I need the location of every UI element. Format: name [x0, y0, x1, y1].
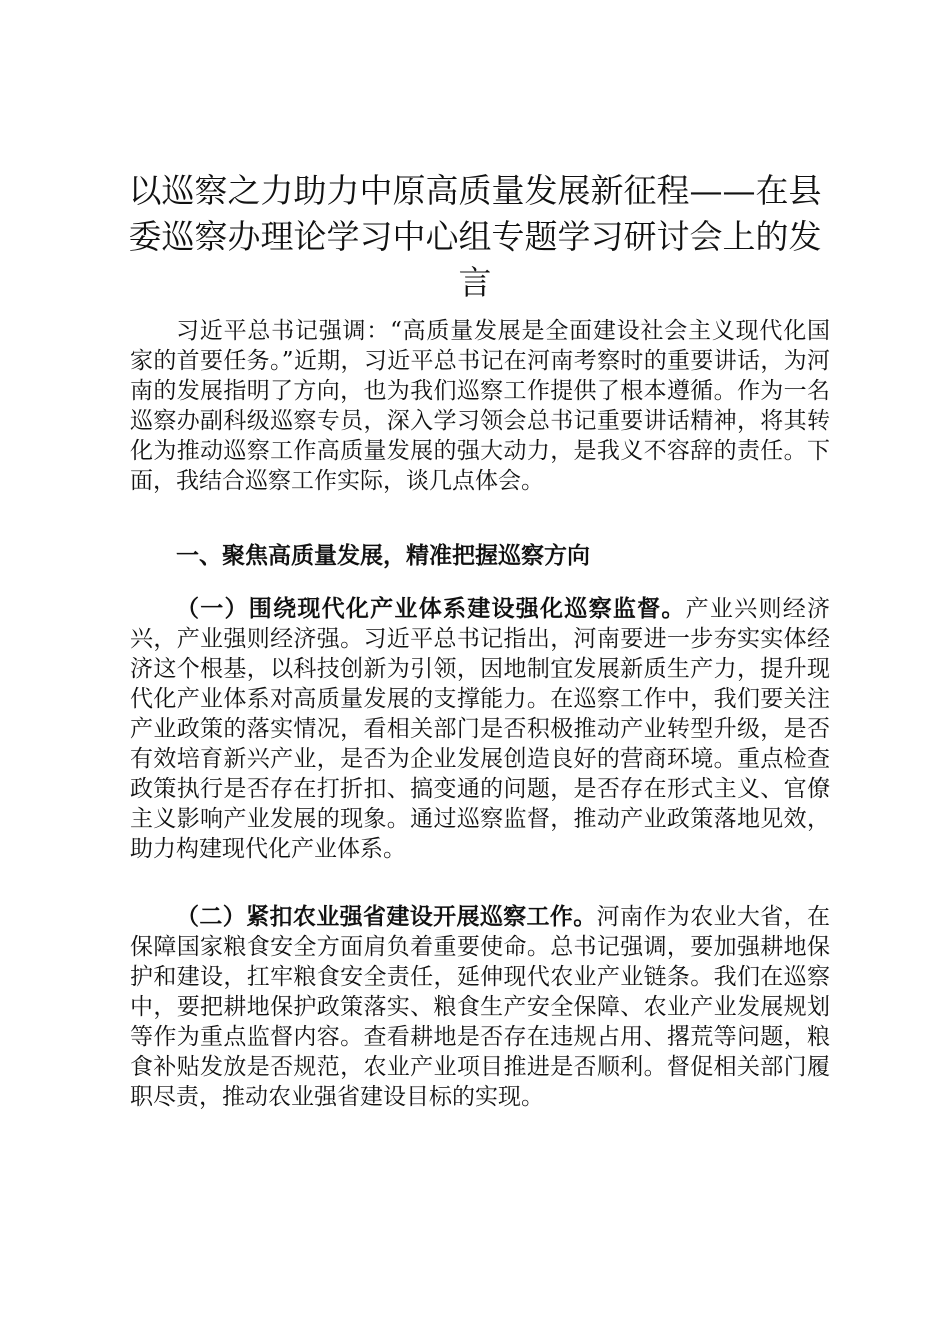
paragraph-agriculture — [130, 902, 830, 1112]
paragraph-text: 产业兴则经济兴，产业强则经济强。习近平总书记指出，河南要进一步夯实实体经济这个根基，以科技创新为引领，因地制宜发展新质生产力，提升现代化产业体系对高质量发展的支撑能力。在巡察工作中，我们要关注产业政策的落实情况，看相关部门是否积极推动产业转型升级，是否有效培育新兴产业，是否为企业发展创造良好的营商环境。重点检查政策执行是否存在打折扣、搞变通的问题，是否存在形式主义、官僚主义影响产业发展的现象。通过巡察监督，推动产业政策落地见效，助力构建现代化产业体系。 — [130, 596, 831, 862]
section-heading-1: 一、聚焦高质量发展，精准把握巡察方向 — [176, 542, 590, 569]
paragraph-lead: （一）围绕现代化产业体系建设强化巡察监督。 — [176, 595, 686, 622]
paragraph-text: 河南作为农业大省，在保障国家粮食安全方面肩负着重要使命。总书记强调，要加强耕地保护和建设，扛牢粮食安全责任，延伸现代农业产业链条。我们在巡察中，要把耕地保护政策落实、粮食生产安全保障、农业产业发展规划等作为重点监督内容。查看耕地是否存在违规占用、撂荒等问题，粮食补贴发放是否规范，农业产业项目推进是否顺利。督促相关部门履职尽责，推动农业强省建设目标的实现。 — [130, 904, 831, 1110]
paragraph-lead: （二）紧扣农业强省建设开展巡察工作。 — [176, 903, 597, 930]
intro-paragraph: 习近平总书记强调：“高质量发展是全面建设社会主义现代化国家的首要任务。”近期，习近平总书记在河南考察时的重要讲话，为河南的发展指明了方向，也为我们巡察工作提供了根本遵循。作为一名巡察办副科级巡察专员，深入学习领会总书记重要讲话精神，将其转化为推动巡察工作高质量发展的强大动力，是我义不容辞的责任。下面，我结合巡察工作实际，谈几点体会。 — [130, 318, 830, 494]
paragraph-industry — [130, 594, 830, 864]
document-title: 以巡察之力助力中原高质量发展新征程——在县委巡察办理论学习中心组专题学习研讨会上的发言 — [128, 171, 822, 302]
